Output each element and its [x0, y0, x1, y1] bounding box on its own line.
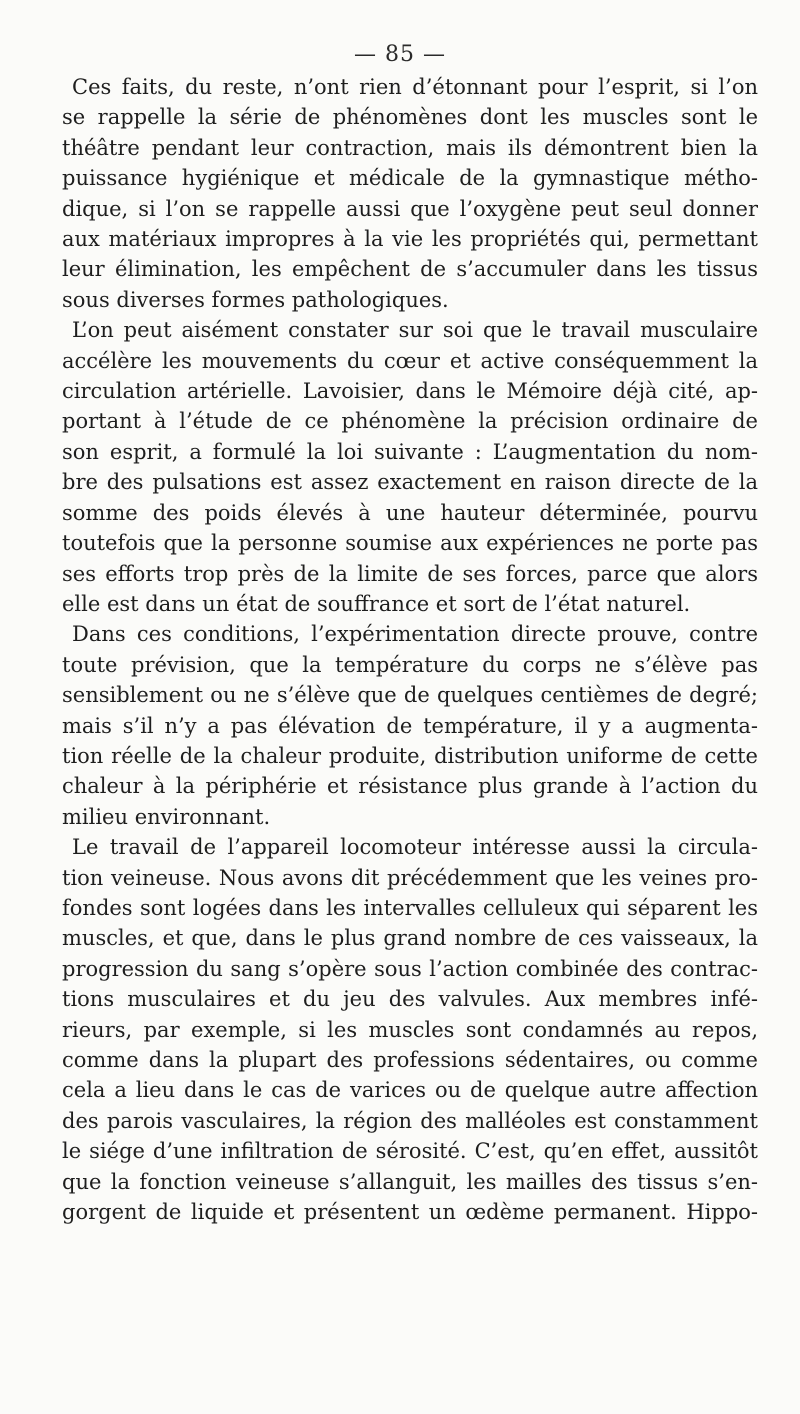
text-line: Le travail de l’appareil locomoteur intéresse aussi la circula-	[72, 835, 758, 860]
paragraph	[62, 619, 758, 832]
text-line: puissance hygiénique et médicale de la gymnastique métho-	[62, 166, 758, 191]
text-line: chaleur à la périphérie et résistance plus grande à l’action du	[62, 774, 758, 799]
text-line: toutefois que la personne soumise aux expériences ne porte pas	[62, 531, 758, 556]
text-line: que la fonction veineuse s’allanguit, les mailles des tissus s’en-	[62, 1169, 758, 1194]
text-line: rieurs, par exemple, si les muscles sont condamnés au repos,	[62, 1017, 758, 1042]
text-line: son esprit, a formulé la loi suivante : L’augmentation du nom-	[62, 439, 758, 464]
text-line: cela a lieu dans le cas de varices ou de quelque autre affection	[62, 1078, 758, 1103]
paragraph	[62, 72, 758, 315]
text-line: toute prévision, que la température du corps ne s’élève pas	[62, 652, 758, 677]
page-number: — 85 —	[354, 42, 446, 67]
text-line: tion veineuse. Nous avons dit précédemment que les veines pro-	[62, 865, 758, 890]
text-line: des parois vasculaires, la région des malléoles est constamment	[62, 1108, 758, 1133]
text-line: se rappelle la série de phénomènes dont les muscles sont le	[62, 105, 758, 130]
text-line: théâtre pendant leur contraction, mais ils démontrent bien la	[62, 135, 758, 160]
text-line: tions musculaires et du jeu des valvules. Aux membres infé-	[62, 987, 758, 1012]
text-line: le siége d’une infiltration de sérosité. C’est, qu’en effet, aussitôt	[62, 1139, 758, 1164]
text-line: L’on peut aisément constater sur soi que le travail musculaire	[72, 318, 758, 343]
text-line: fondes sont logées dans les intervalles celluleux qui séparent les	[62, 895, 758, 920]
text-line: sensiblement ou ne s’élève que de quelques centièmes de degré;	[62, 683, 758, 708]
text-line: gorgent de liquide et présentent un œdème permanent. Hippo-	[62, 1200, 758, 1225]
text-line: somme des poids élevés à une hauteur déterminée, pourvu	[62, 500, 758, 525]
text-line: dique, si l’on se rappelle aussi que l’oxygène peut seul donner	[62, 196, 758, 221]
text-line: progression du sang s’opère sous l’action combinée des contrac-	[62, 956, 758, 981]
text-line: comme dans la plupart des professions sédentaires, ou comme	[62, 1048, 758, 1072]
text-line: muscles, et que, dans le plus grand nombre de ces vaisseaux, la	[62, 926, 758, 951]
text-line: portant à l’étude de ce phénomène la précision ordinaire de	[62, 409, 758, 434]
text-line: tion réelle de la chaleur produite, distribution uniforme de cette	[62, 743, 758, 768]
text-line: elle est dans un état de souffrance et sort de l’état naturel.	[62, 591, 691, 616]
text-line: sous diverses formes pathologiques.	[62, 287, 449, 312]
text-line: leur élimination, les empêchent de s’accumuler dans les tissus	[62, 257, 758, 282]
paragraph	[62, 832, 758, 1227]
text-line: aux matériaux impropres à la vie les propriétés qui, permettant	[62, 227, 758, 252]
paragraph	[62, 315, 758, 619]
text-line: circulation artérielle. Lavoisier, dans le Mémoire déjà cité, ap-	[62, 379, 758, 404]
text-line: ses efforts trop près de la limite de ses forces, parce que alors	[62, 561, 758, 586]
text-line: accélère les mouvements du cœur et active conséquemment la	[62, 348, 758, 373]
text-line: milieu environnant.	[62, 804, 271, 829]
text-line: bre des pulsations est assez exactement en raison directe de la	[62, 470, 758, 495]
text-line: Ces faits, du reste, n’ont rien d’étonnant pour l’esprit, si l’on	[72, 75, 758, 99]
text-line: Dans ces conditions, l’expérimentation directe prouve, contre	[72, 622, 758, 647]
body-text	[62, 72, 758, 1227]
text-line: mais s’il n’y a pas élévation de température, il y a augmenta-	[62, 713, 758, 738]
